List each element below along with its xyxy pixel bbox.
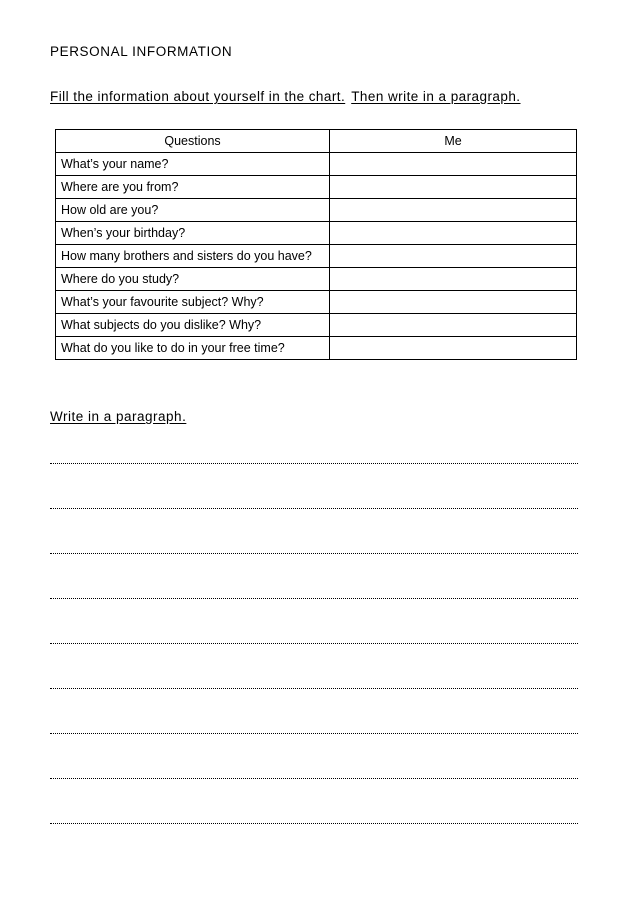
table-row xyxy=(56,245,577,268)
header-me: Me xyxy=(330,130,577,153)
answer-cell[interactable] xyxy=(330,176,577,199)
answer-cell[interactable] xyxy=(330,291,577,314)
answer-cell[interactable] xyxy=(330,245,577,268)
writing-line[interactable] xyxy=(50,688,578,689)
writing-line[interactable] xyxy=(50,778,578,779)
table-row xyxy=(56,314,577,337)
answer-cell[interactable] xyxy=(330,337,577,360)
paragraph-heading: Write in a paragraph. xyxy=(50,409,187,424)
question-cell: What’s your favourite subject? Why? xyxy=(56,291,330,314)
question-cell: How many brothers and sisters do you have? xyxy=(56,245,330,268)
writing-line[interactable] xyxy=(50,733,578,734)
table-row xyxy=(56,337,577,360)
question-cell: When’s your birthday? xyxy=(56,222,330,245)
table-row xyxy=(56,268,577,291)
header-questions: Questions xyxy=(56,130,330,153)
writing-line[interactable] xyxy=(50,463,578,464)
answer-cell[interactable] xyxy=(330,153,577,176)
answer-cell[interactable] xyxy=(330,199,577,222)
writing-line[interactable] xyxy=(50,553,578,554)
table-row xyxy=(56,291,577,314)
answer-cell[interactable] xyxy=(330,314,577,337)
instruction xyxy=(50,89,521,104)
question-cell: What subjects do you dislike? Why? xyxy=(56,314,330,337)
writing-line[interactable] xyxy=(50,823,578,824)
question-cell: Where are you from? xyxy=(56,176,330,199)
page-title: PERSONAL INFORMATION xyxy=(50,44,233,59)
question-cell: Where do you study? xyxy=(56,268,330,291)
answer-cell[interactable] xyxy=(330,222,577,245)
writing-line[interactable] xyxy=(50,598,578,599)
table-row xyxy=(56,176,577,199)
answer-cell[interactable] xyxy=(330,268,577,291)
question-cell: What’s your name? xyxy=(56,153,330,176)
instruction-part-2: Then write in a paragraph. xyxy=(351,89,521,104)
personal-info-chart xyxy=(55,129,577,360)
writing-line[interactable] xyxy=(50,643,578,644)
table-row xyxy=(56,222,577,245)
writing-line[interactable] xyxy=(50,508,578,509)
table-row xyxy=(56,153,577,176)
instruction-part-1: Fill the information about yourself in the chart. xyxy=(50,89,346,104)
question-cell: What do you like to do in your free time? xyxy=(56,337,330,360)
question-cell: How old are you? xyxy=(56,199,330,222)
chart-header-row xyxy=(56,130,577,153)
table-row xyxy=(56,199,577,222)
